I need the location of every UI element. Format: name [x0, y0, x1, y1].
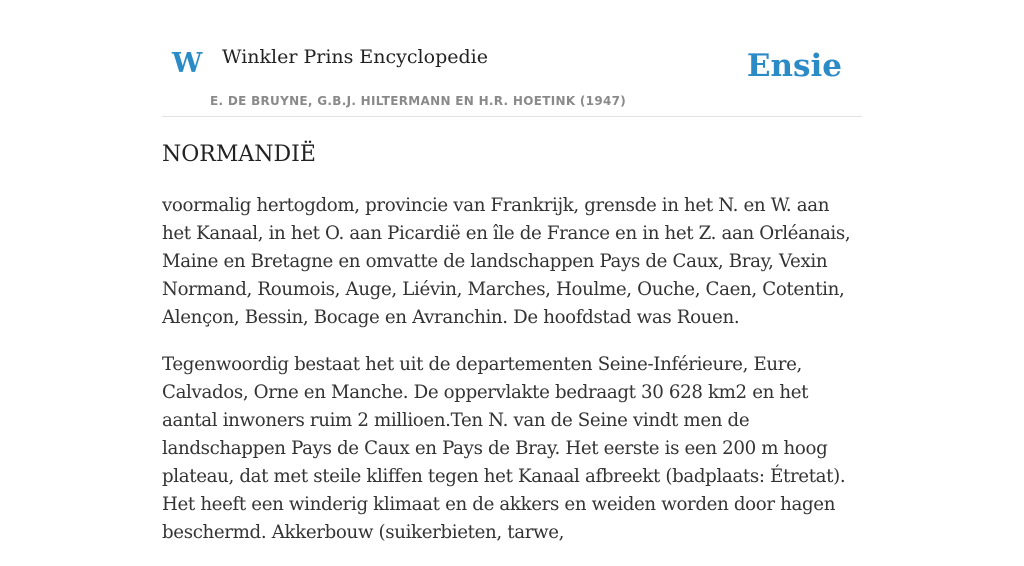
article-body — [162, 192, 862, 566]
ensie-logo[interactable]: Ensie — [746, 48, 842, 84]
article-headword: NORMANDIË — [162, 142, 316, 167]
source-header — [162, 36, 862, 117]
source-authors: E. DE BRUYNE, G.B.J. HILTERMANN EN H.R. HOETINK (1947) — [210, 94, 627, 108]
source-title[interactable]: Winkler Prins Encyclopedie — [222, 46, 488, 68]
winkler-prins-logo[interactable]: W — [172, 48, 203, 79]
article-paragraph-2: Tegenwoordig bestaat het uit de departementen Seine-Inférieure, Eure, Calvados, Orne en Manche. De oppervlakte bedraagt 30 628 km2 en het aantal inwoners ruim 2 millioen.Ten N. van de Seine vindt men de landschappen Pays de Caux en Pays de Bray. Het eerste is een 200 m hoog plateau, dat met steile kliffen tegen het Kanaal afbreekt (badplaats: Étretat). Het heeft een winderig klimaat en de akkers en weiden worden door hagen beschermd. Akkerbouw (suikerbieten, tarwe, — [162, 354, 846, 543]
article-paragraph-1: voormalig hertogdom, provincie van Frankrijk, grensde in het N. en W. aan het Kanaal, in het O. aan Picardië en île de France en in het Z. aan Orléanais, Maine en Bretagne en omvatte de landschappen Pays de Caux, Bray, Vexin Normand, Roumois, Auge, Liévin, Marches, Houlme, Ouche, Caen, Cotentin, Alençon, Bessin, Bocage en Avranchin. De hoofdstad was Rouen. — [162, 195, 851, 328]
